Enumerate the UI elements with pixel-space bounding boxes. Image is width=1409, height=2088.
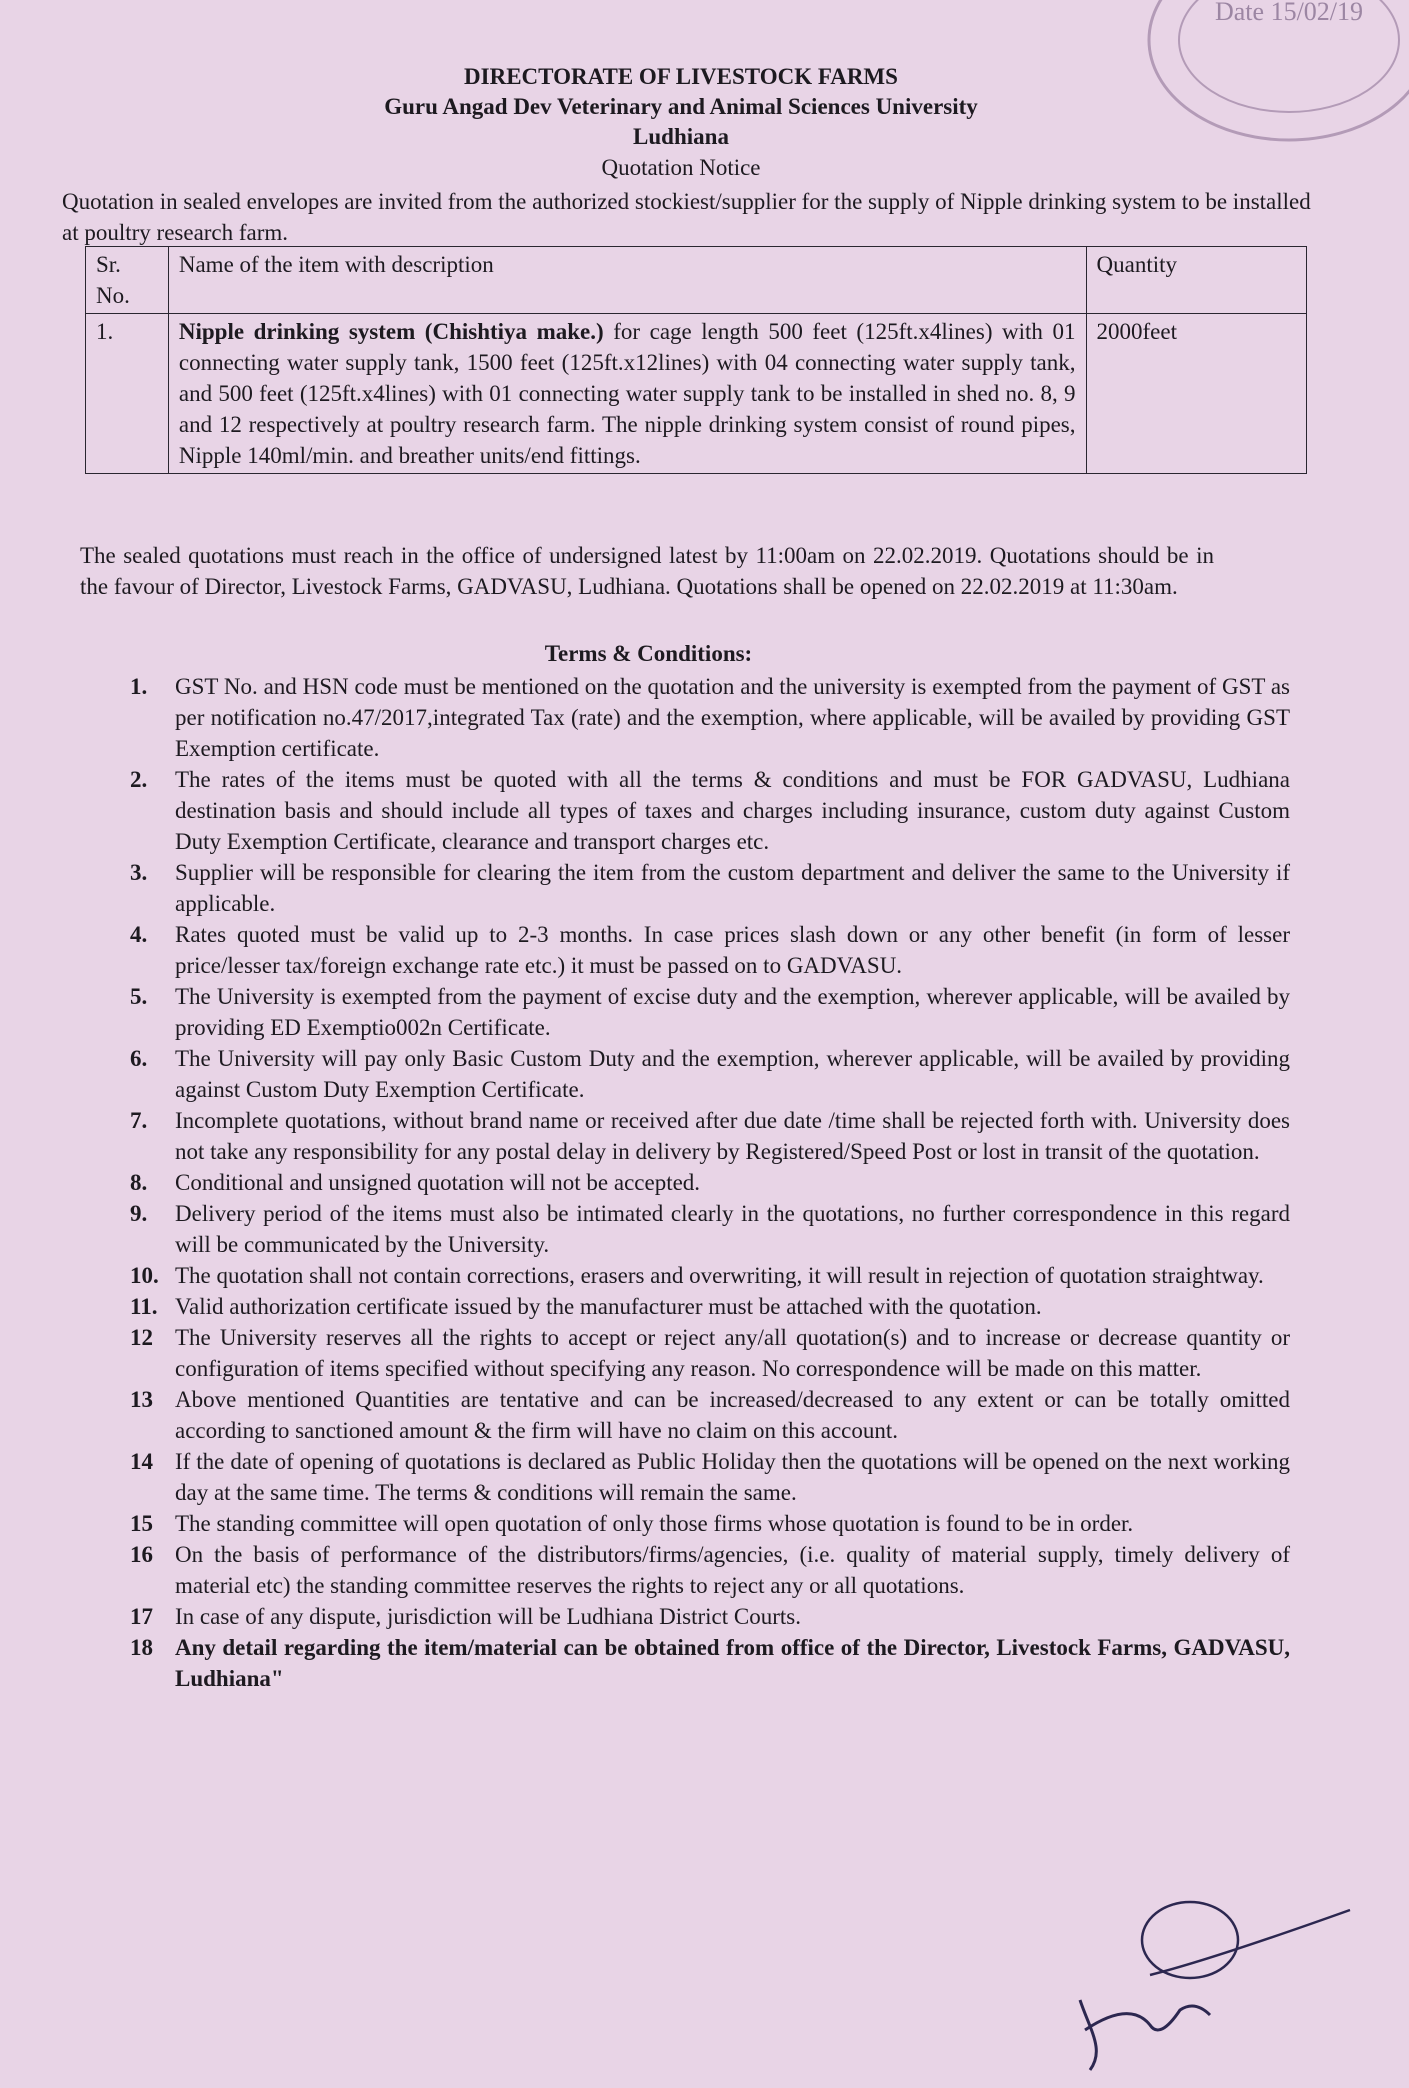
signature-icon [1060,1880,1360,2080]
list-item [130,1539,1290,1601]
deadline-paragraph: The sealed quotations must reach in the office of undersigned latest by 11:00am on 22.02.2019. Quotations should be in the favour of Director, Livestock Farms, GADVASU, Ludhiana. Quotations shall be opened on 22.02.2019 at 11:30am. [80,543,1214,599]
term-text: The University will pay only Basic Custom Duty and the exemption, wherever applicable, will be availed by providing against Custom Duty Exemption Certificate. [175,1046,1290,1102]
cell-sr: 1. [86,314,169,474]
term-number: 12 [130,1325,153,1350]
intro-text: Quotation in sealed envelopes are invited from the authorized stockiest/supplier for the supply of Nipple drinking system to be installed at poultry research farm. [62,189,1311,245]
term-number: 9. [130,1201,148,1226]
header-item-name: Name of the item with description [168,247,1086,314]
city-name: Ludhiana [633,124,729,149]
term-number: 15 [130,1511,153,1536]
term-text: The University reserves all the rights to accept or reject any/all quotation(s) and to increase or decrease quantity or configuration of items specified without specifying any reason. No correspondence will be made on this matter. [175,1325,1290,1381]
term-number: 16 [130,1542,153,1567]
term-text: Supplier will be responsible for clearing the item from the custom department and deliver the same to the University if applicable. [175,860,1290,916]
term-text: Valid authorization certificate issued by the manufacturer must be attached with the quotation. [175,1294,1042,1319]
list-item [130,1167,1290,1198]
university-name: Guru Angad Dev Veterinary and Animal Sciences University [384,94,978,119]
term-number: 4. [130,922,148,947]
term-text: On the basis of performance of the distributors/firms/agencies, (i.e. quality of material supply, timely delivery of material etc) the standing committee reserves the rights to reject any or all quotations. [175,1542,1290,1598]
list-item [130,764,1290,857]
term-text: Incomplete quotations, without brand name or received after due date /time shall be rejected forth with. University does not take any responsibility for any postal delay in delivery by Registered/Speed Post or lost in transit of the quotation. [175,1108,1290,1164]
list-item [130,981,1290,1043]
term-number: 18 [130,1635,153,1660]
term-text: The standing committee will open quotation of only those firms whose quotation is found to be in order. [175,1511,1134,1536]
list-item [130,1260,1290,1291]
term-number: 1. [130,674,148,699]
list-item [130,857,1290,919]
org-title: DIRECTORATE OF LIVESTOCK FARMS [464,64,898,89]
term-text: Delivery period of the items must also be intimated clearly in the quotations, no further correspondence in this regard will be communicated by the University. [175,1201,1290,1257]
term-number: 17 [130,1604,153,1629]
term-text: GST No. and HSN code must be mentioned on the quotation and the university is exempted from the payment of GST as per notification no.47/2017,integrated Tax (rate) and the exemption, where applicable, will be availed by providing GST Exemption certificate. [175,674,1290,761]
term-text: In case of any dispute, jurisdiction will be Ludhiana District Courts. [175,1604,801,1629]
term-number: 11. [130,1294,158,1319]
term-number: 13 [130,1387,153,1412]
items-table [85,246,1307,474]
term-text: The rates of the items must be quoted with all the terms & conditions and must be FOR GADVASU, Ludhiana destination basis and should include all types of taxes and charges including insurance, custom duty against Custom Duty Exemption Certificate, clearance and transport charges etc. [175,767,1290,854]
list-item [130,1601,1290,1632]
list-item [130,1384,1290,1446]
list-item [130,1291,1290,1322]
list-item [130,671,1290,764]
list-item [130,919,1290,981]
header-quantity: Quantity [1086,247,1307,314]
term-number: 7. [130,1108,148,1133]
term-number: 2. [130,767,148,792]
table-header-row [86,247,1307,314]
term-number: 14 [130,1449,153,1474]
item-name-bold: Nipple drinking system (Chishtiya make.) [178,319,604,344]
list-item [130,1508,1290,1539]
term-text: The quotation shall not contain corrections, erasers and overwriting, it will result in rejection of quotation straightway. [175,1263,1264,1288]
list-item [130,1043,1290,1105]
table-row [86,314,1307,474]
list-item [130,1446,1290,1508]
term-text: Above mentioned Quantities are tentative and can be increased/decreased to any extent or can be totally omitted according to sanctioned amount & the firm will have no claim on this account. [175,1387,1290,1443]
list-item [130,1105,1290,1167]
item-description: for cage length 500 feet (125ft.x4lines) with 01 connecting water supply tank, 1500 feet (125ft.x12lines) with 04 connecting water supply tank, and 500 feet (125ft.x4lines) with 01 connecting water supply tank to be installed in shed no. 8, 9 and 12 respectively at poultry research farm. The nipple drinking system consist of round pipes, Nipple 140ml/min. and breather units/end fittings. [178,319,1076,468]
term-text: Rates quoted must be valid up to 2-3 months. In case prices slash down or any other benefit (in form of lesser price/lesser tax/foreign exchange rate etc.) it must be passed on to GADVASU. [175,922,1290,978]
term-number: 5. [130,984,148,1009]
term-number: 3. [130,860,148,885]
term-text: The University is exempted from the payment of excise duty and the exemption, wherever applicable, will be availed by providing ED Exemptio002n Certificate. [175,984,1290,1040]
term-number: 6. [130,1046,148,1071]
svg-text:Date 15/02/19: Date 15/02/19 [1214,0,1364,26]
list-item [130,1632,1290,1694]
cell-item-description [168,314,1086,474]
notice-title: Quotation Notice [601,155,761,180]
header-sr-no: Sr. No. [86,247,169,314]
term-number: 10. [130,1263,159,1288]
terms-title: Terms & Conditions: [544,641,753,666]
cell-quantity: 2000feet [1086,314,1307,474]
term-number: 8. [130,1170,148,1195]
list-item [130,1322,1290,1384]
term-text: If the date of opening of quotations is declared as Public Holiday then the quotations will be opened on the next working day at the same time. The terms & conditions will remain the same. [175,1449,1290,1505]
term-text: Any detail regarding the item/material can be obtained from office of the Director, Livestock Farms, GADVASU, Ludhiana" [175,1635,1290,1691]
term-text: Conditional and unsigned quotation will not be accepted. [175,1170,701,1195]
terms-list [130,671,1290,1694]
list-item [130,1198,1290,1260]
